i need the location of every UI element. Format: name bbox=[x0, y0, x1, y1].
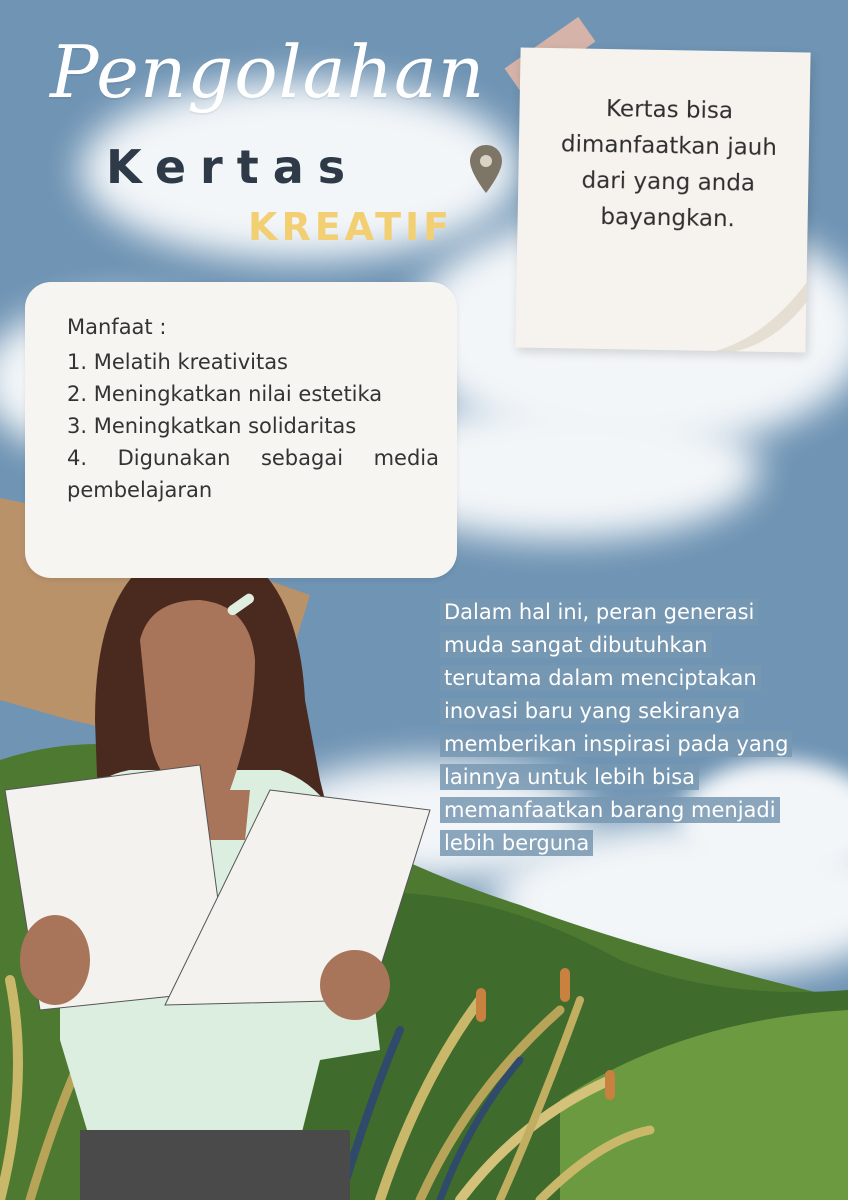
benefit-item: 4. Digunakan sebagai media pembelajaran bbox=[67, 446, 439, 502]
benefits-heading: Manfaat : bbox=[67, 315, 167, 339]
sticky-note bbox=[515, 47, 810, 352]
poster-title: Pengolahan bbox=[50, 30, 486, 114]
accent-word: KREATIF bbox=[248, 205, 454, 249]
benefit-item: 2. Meningkatkan nilai estetika bbox=[67, 382, 383, 406]
generation-paragraph bbox=[440, 596, 800, 860]
benefits-list bbox=[67, 346, 439, 506]
benefit-item: 3. Meningkatkan solidaritas bbox=[67, 414, 357, 438]
location-pin-icon bbox=[468, 143, 504, 195]
note-curl bbox=[715, 281, 806, 353]
poster-subtitle: Kertas bbox=[106, 140, 360, 194]
benefit-item: 1. Melatih kreativitas bbox=[67, 350, 289, 374]
benefits-card bbox=[25, 282, 457, 578]
note-text: Kertas bisa dimanfaatkan jauh dari yang anda bayangkan. bbox=[560, 95, 778, 233]
paragraph-text: Dalam hal ini, peran generasi muda sangat dibutuhkan terutama dalam menciptakan inovasi baru yang sekiranya memberikan inspirasi pada yang lainnya untuk lebih bisa memanfaatkan barang menjadi lebih berguna bbox=[440, 599, 792, 856]
